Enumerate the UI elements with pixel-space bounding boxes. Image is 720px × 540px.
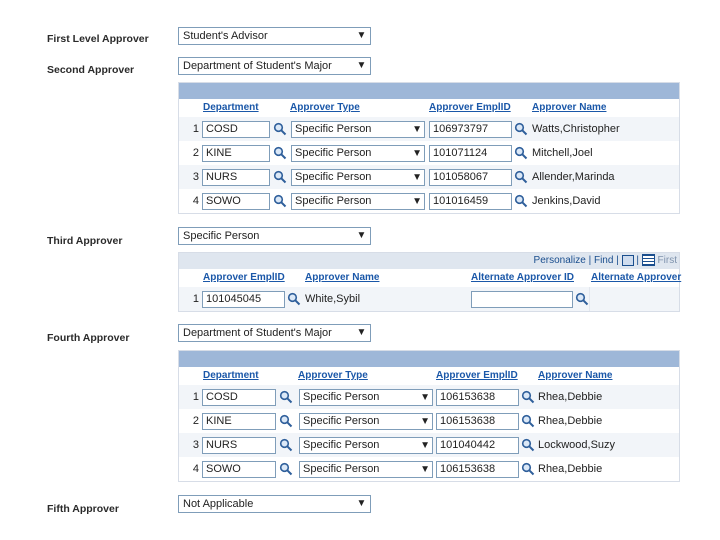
fourth-approver-label: Fourth Approver: [47, 332, 130, 344]
table-row: [179, 165, 679, 189]
chevron-down-icon: ▼: [412, 196, 422, 207]
chevron-down-icon: ▼: [412, 124, 422, 135]
lookup-icon[interactable]: [521, 390, 535, 404]
lookup-icon[interactable]: [273, 194, 287, 208]
approver-type-value: Specific Person: [303, 391, 380, 403]
row-number: 1: [192, 123, 199, 135]
approver-type-select[interactable]: [291, 169, 425, 186]
fifth-approver-label: Fifth Approver: [47, 503, 119, 515]
grid-title-bar: [179, 83, 679, 99]
fourth-approver-select[interactable]: [178, 324, 371, 342]
approver-emplid-input[interactable]: 106973797: [429, 121, 512, 138]
department-input[interactable]: NURS: [202, 437, 276, 454]
column-header-approver-emplid[interactable]: Approver EmplID: [203, 272, 285, 283]
fourth-approver-grid: [178, 350, 680, 482]
fourth-approver-value: Department of Student's Major: [183, 327, 332, 339]
first-level-approver-value: Student's Advisor: [183, 30, 268, 42]
column-header-approver-emplid[interactable]: Approver EmplID: [436, 370, 518, 381]
fifth-approver-select[interactable]: [178, 495, 371, 513]
lookup-icon[interactable]: [521, 438, 535, 452]
lookup-icon[interactable]: [279, 390, 293, 404]
table-row: [179, 385, 679, 409]
chevron-down-icon: ▼: [356, 60, 367, 71]
lookup-icon[interactable]: [279, 438, 293, 452]
chevron-down-icon: ▼: [356, 498, 367, 509]
grid-title-bar: [179, 351, 679, 367]
table-row: [179, 409, 679, 433]
approver-type-value: Specific Person: [303, 463, 380, 475]
approver-type-select[interactable]: [299, 437, 433, 454]
row-number: 4: [192, 195, 199, 207]
second-approver-select[interactable]: [178, 57, 371, 75]
grid-header: [179, 269, 682, 287]
row-number: 1: [192, 293, 199, 305]
row-number: 4: [192, 463, 199, 475]
row-number: 3: [192, 171, 199, 183]
department-input[interactable]: COSD: [202, 389, 276, 406]
third-approver-value: Specific Person: [183, 230, 260, 242]
grid-header: [179, 367, 679, 385]
column-header-approver-name[interactable]: Approver Name: [532, 102, 607, 113]
lookup-icon[interactable]: [521, 414, 535, 428]
department-input[interactable]: SOWO: [202, 193, 270, 210]
approver-emplid-input[interactable]: 101040442: [436, 437, 519, 454]
approver-type-select[interactable]: [299, 389, 433, 406]
table-row: [179, 117, 679, 141]
approver-type-value: Specific Person: [295, 171, 372, 183]
column-header-approver-type[interactable]: Approver Type: [298, 370, 368, 381]
lookup-icon[interactable]: [273, 122, 287, 136]
toolbar-separator: |: [588, 255, 592, 266]
second-approver-value: Department of Student's Major: [183, 60, 332, 72]
department-input[interactable]: SOWO: [202, 461, 276, 478]
row-number: 1: [192, 391, 199, 403]
lookup-icon[interactable]: [521, 462, 535, 476]
department-input[interactable]: COSD: [202, 121, 270, 138]
lookup-icon[interactable]: [279, 462, 293, 476]
approver-name: Jenkins,David: [532, 195, 601, 207]
approver-name: Lockwood,Suzy: [538, 439, 616, 451]
column-header-approver-name[interactable]: Approver Name: [305, 272, 380, 283]
table-row: [179, 433, 679, 457]
lookup-icon[interactable]: [514, 170, 528, 184]
lookup-icon[interactable]: [273, 146, 287, 160]
fifth-approver-value: Not Applicable: [183, 498, 254, 510]
approver-name: White,Sybil: [305, 293, 361, 305]
column-header-department[interactable]: Department: [203, 102, 259, 113]
approver-type-value: Specific Person: [295, 147, 372, 159]
second-approver-label: Second Approver: [47, 64, 135, 76]
table-row: [179, 457, 679, 481]
grid-header: [179, 99, 679, 117]
approver-type-select[interactable]: [299, 461, 433, 478]
department-input[interactable]: NURS: [202, 169, 270, 186]
department-input[interactable]: KINE: [202, 145, 270, 162]
chevron-down-icon: ▼: [412, 172, 422, 183]
lookup-icon[interactable]: [514, 194, 528, 208]
approver-type-select[interactable]: [291, 193, 425, 210]
department-input[interactable]: KINE: [202, 413, 276, 430]
row-number: 2: [192, 415, 199, 427]
approver-emplid-input[interactable]: 101058067: [429, 169, 512, 186]
lookup-icon[interactable]: [287, 292, 301, 306]
approver-type-select[interactable]: [291, 145, 425, 162]
approver-emplid-input[interactable]: 101045045: [202, 291, 285, 308]
first-level-approver-label: First Level Approver: [47, 33, 149, 45]
table-row: [179, 287, 679, 311]
chevron-down-icon: ▼: [420, 440, 430, 451]
approver-type-value: Specific Person: [303, 415, 380, 427]
approver-emplid-input[interactable]: 106153638: [436, 389, 519, 406]
approver-name: Mitchell,Joel: [532, 147, 593, 159]
lookup-icon[interactable]: [279, 414, 293, 428]
approver-type-value: Specific Person: [303, 439, 380, 451]
chevron-down-icon: ▼: [420, 464, 430, 475]
approver-emplid-input[interactable]: 106153638: [436, 413, 519, 430]
approver-type-value: Specific Person: [295, 195, 372, 207]
chevron-down-icon: ▼: [420, 416, 430, 427]
column-header-approver-name[interactable]: Approver Name: [538, 370, 613, 381]
column-header-alternate-approver[interactable]: Alternate Approver: [591, 272, 682, 283]
chevron-down-icon: ▼: [412, 148, 422, 159]
approver-type-value: Specific Person: [295, 123, 372, 135]
lookup-icon[interactable]: [273, 170, 287, 184]
chevron-down-icon: ▼: [356, 230, 367, 241]
approver-emplid-input[interactable]: 106153638: [436, 461, 519, 478]
column-header-alternate-approver-id[interactable]: Alternate Approver ID: [471, 272, 574, 283]
approver-emplid-input[interactable]: 101071124: [429, 145, 512, 162]
second-approver-grid: [178, 82, 680, 214]
first-level-approver-select[interactable]: [178, 27, 371, 45]
toolbar-separator: |: [616, 255, 619, 266]
row-number: 2: [192, 147, 199, 159]
column-header-department[interactable]: Department: [203, 370, 259, 381]
chevron-down-icon: ▼: [420, 392, 430, 403]
approver-type-select[interactable]: [299, 413, 433, 430]
approver-name: Rhea,Debbie: [538, 391, 603, 403]
find-link[interactable]: Find: [593, 255, 614, 266]
approver-name: Rhea,Debbie: [538, 415, 603, 427]
column-header-approver-type[interactable]: Approver Type: [290, 102, 360, 113]
personalize-link[interactable]: Personalize: [533, 255, 586, 266]
chevron-down-icon: ▼: [356, 327, 367, 338]
approver-type-select[interactable]: [291, 121, 425, 138]
first-link[interactable]: First: [657, 255, 677, 266]
alternate-approver-id-input[interactable]: [471, 291, 573, 308]
approver-name: Watts,Christopher: [532, 123, 620, 135]
view-all-icon[interactable]: [622, 255, 634, 266]
lookup-icon[interactable]: [514, 146, 528, 160]
column-header-approver-emplid[interactable]: Approver EmplID: [429, 102, 511, 113]
download-grid-icon[interactable]: [642, 254, 655, 266]
lookup-icon[interactable]: [514, 122, 528, 136]
row-number: 3: [192, 439, 199, 451]
third-approver-grid: [178, 252, 680, 312]
table-row: [179, 189, 679, 213]
third-approver-label: Third Approver: [47, 235, 123, 247]
approver-name: Allender,Marinda: [532, 171, 615, 183]
toolbar-separator: |: [636, 255, 639, 266]
approver-name: Rhea,Debbie: [538, 463, 603, 475]
lookup-icon[interactable]: [575, 292, 589, 306]
table-row: [179, 141, 679, 165]
approver-emplid-input[interactable]: 101016459: [429, 193, 512, 210]
grid-toolbar: [179, 253, 679, 269]
third-approver-select[interactable]: [178, 227, 371, 245]
chevron-down-icon: ▼: [356, 30, 367, 41]
